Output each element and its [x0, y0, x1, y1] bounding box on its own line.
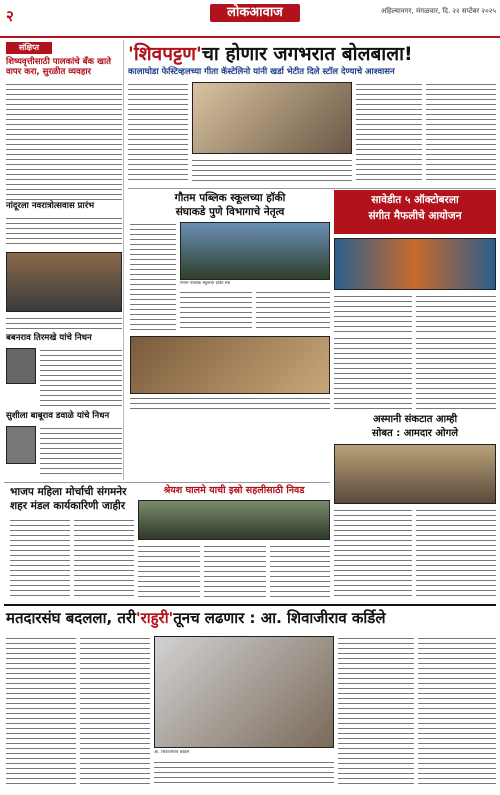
concert-photo: [334, 238, 496, 290]
top-story-caption: [192, 158, 352, 184]
hockey-title-2: संघाकडे पुणे विभागाचे नेतृत्व: [175, 206, 285, 218]
bottom-headline-a: मतदारसंघ बदलला, तरी: [6, 609, 136, 627]
brief-title-2: नांदूरला नवरात्रोत्सवास प्रारंभ: [6, 201, 95, 211]
top-subhead: कालाघोडा फेस्टिव्हलच्या गीता कॅस्टेलिनो यांनी खर्डा भेटीत दिले स्टॉल देण्याचे आश्वासन: [128, 67, 395, 77]
brief-title-3: बबनराव तिरमखे यांचे निधन: [6, 333, 92, 343]
ghalme-photo: [138, 500, 330, 540]
divider: [4, 482, 330, 483]
top-headline: [128, 40, 496, 66]
brief-body-2b: [6, 316, 122, 332]
hockey-col-1: [130, 222, 176, 332]
bottom-col-2: [80, 636, 150, 786]
concert-col-1: [334, 294, 412, 334]
hockey-title-1: गौतम पब्लिक स्कूलच्या हॉकी: [174, 192, 286, 204]
bottom-col-3: [338, 636, 414, 786]
top-story-col-1: [128, 82, 188, 184]
top-story-col-4: [426, 82, 496, 184]
concert-col-3: [334, 336, 412, 410]
hockey-photo: [180, 222, 330, 280]
bottom-photo: [154, 636, 334, 748]
divider: [128, 188, 496, 189]
bottom-headline-b: 'राहुरी': [135, 609, 174, 627]
hockey-col-2: [180, 290, 252, 332]
top-story-photo: [192, 82, 352, 154]
top-story-col-3: [356, 82, 422, 184]
page-number: २: [6, 7, 14, 25]
bottom-caption-text: [154, 760, 334, 786]
hockey-col-3: [256, 290, 330, 332]
asmani-title-1: अस्मानी संकटात आम्ही: [372, 414, 458, 425]
bjp-col-1: [10, 518, 70, 598]
concert-title-1: सावेडीत ५ ऑक्टोबरला: [371, 194, 459, 206]
asmani-col-2: [416, 508, 496, 600]
ghalme-col-3: [270, 544, 330, 600]
section-tag: संक्षिप्त: [6, 42, 52, 54]
bjp-col-2: [74, 518, 134, 598]
concert-title-2: संगीत मैफलीचे आयोजन: [368, 210, 462, 222]
ghalme-title: श्रेयश घालमे याची इस्रो सहलीसाठी निवड: [163, 485, 305, 496]
brief-title-4: सुशीला बाबूराव डवाळे यांचे निधन: [6, 411, 110, 421]
ghalme-col-2: [204, 544, 266, 600]
bjp-title-2: शहर मंडल कार्यकारिणी जाहीर: [10, 500, 126, 512]
obituary-photo-1: [6, 348, 36, 384]
asmani-photo: [334, 444, 496, 504]
top-headline-accent: 'शिवपट्टण': [128, 43, 202, 65]
hockey-photo-caption: गौतम पब्लिक स्कूलचा हॉकी संघ: [180, 281, 231, 286]
bottom-headline: [6, 608, 494, 630]
brief-photo: [6, 252, 122, 312]
bottom-col-1: [6, 636, 76, 786]
obituary-photo-2: [6, 426, 36, 464]
brief-body-2: [6, 216, 122, 248]
middle-caption: [130, 396, 330, 410]
divider: [4, 604, 496, 606]
concert-col-4: [416, 336, 496, 410]
brief-body-3: [40, 348, 122, 408]
ghalme-col-1: [138, 544, 200, 600]
date-line: अहिल्यानगर, मंगळवार, दि. २२ सप्टेंबर २०२५: [380, 7, 496, 15]
concert-col-2: [416, 294, 496, 334]
newspaper-logo: लोकआवाज: [210, 4, 300, 22]
brief-body-1: [6, 82, 122, 200]
bjp-title-1: भाजप महिला मोर्चाची संगमनेर: [10, 486, 127, 498]
middle-photo: [130, 336, 330, 394]
brief-title-1: शिष्यवृत्तीसाठी पालकांचे बँक खाते वापर करा, सुरळीत व्यवहार: [6, 57, 111, 77]
bottom-col-4: [418, 636, 496, 786]
bottom-headline-c: तूनच लढणार : आ. शिवाजीराव कर्डिले: [173, 609, 386, 627]
top-headline-rest: चा होणार जगभरात बोलबाला!: [201, 43, 413, 65]
asmani-col-1: [334, 508, 412, 600]
brief-body-4: [40, 426, 122, 478]
asmani-title-2: सोबत : आमदार ओगले: [371, 428, 459, 439]
bottom-photo-caption: आ. शिवाजीराव कर्डिले: [154, 750, 190, 755]
